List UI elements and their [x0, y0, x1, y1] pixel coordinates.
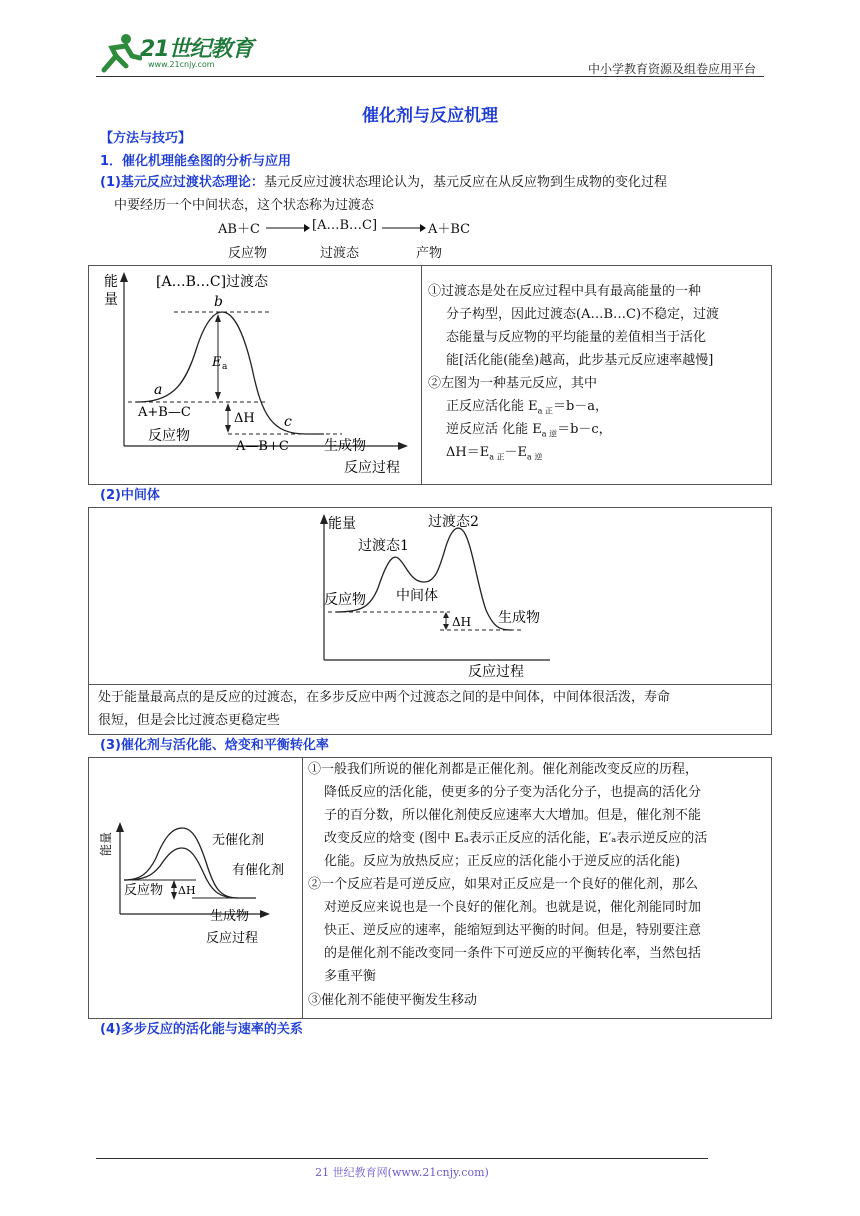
- scheme-product: A＋BC: [428, 222, 471, 237]
- note-line: 化能。反应为放热反应；正反应的活化能小于逆反应的活化能): [324, 854, 681, 869]
- table-divider: [421, 265, 422, 485]
- xlabel: 反应过程: [206, 931, 259, 946]
- product-label: 生成物: [210, 909, 250, 924]
- dh-label: ΔH: [178, 884, 196, 897]
- ylabel: 能量: [99, 831, 113, 856]
- note-line: 态能量与反应物的平均能量的差值相当于活化: [446, 330, 707, 345]
- table-divider: [88, 684, 772, 685]
- scheme-transition-label: 过渡态: [320, 246, 360, 261]
- scheme-product-label: 产物: [416, 246, 443, 261]
- section1-heading: 1．催化机理能垒图的分析与应用: [100, 154, 292, 169]
- point-b: b: [214, 294, 223, 310]
- note-line: 能[活化能(能垒)越高，此步基元反应速率越慢]: [446, 353, 714, 368]
- sub1-line1: [100, 171, 667, 194]
- note-line: ①一般我们所说的催化剂都是正催化剂。催化剂能改变反应的历程，: [308, 762, 699, 777]
- cat-label: 有催化剂: [232, 863, 285, 878]
- right-species: A—B+C: [236, 439, 289, 454]
- reactant-label: 反应物: [324, 592, 366, 608]
- ea-sub: a: [222, 362, 228, 372]
- point-a: a: [154, 382, 163, 398]
- sub4-heading: (4)多步反应的活化能与速率的关系: [100, 1022, 303, 1037]
- intermediate-energy-diagram: [300, 508, 560, 684]
- ylabel-1: 能: [104, 274, 118, 290]
- logo-text: 21世纪教育: [140, 37, 253, 62]
- method-heading: 【方法与技巧】: [100, 131, 192, 146]
- scheme-reactant: AB＋C: [218, 222, 260, 237]
- sub3-heading: (3)催化剂与活化能、焓变和平衡转化率: [100, 738, 329, 753]
- footer-divider: [96, 1158, 708, 1159]
- uncat-label: 无催化剂: [212, 833, 265, 848]
- dh-label: ΔH: [234, 411, 255, 426]
- reactant-label: 反应物: [124, 883, 164, 898]
- xlabel: 反应过程: [344, 460, 400, 476]
- note-line: 分子构型，因此过渡态(A…B…C)不稳定，过渡: [446, 307, 720, 322]
- note-line: 对逆反应来说也是一个良好的催化剂。也就是说，催化剂能同时加: [324, 900, 702, 915]
- note-line: 的是催化剂不能改变同一条件下可逆反应的平衡转化率，当然包括: [324, 946, 702, 961]
- sub1-text-line2: 中要经历一个中间状态，这个状态称为过渡态: [114, 198, 375, 213]
- logo-url: www.21cnjy.com: [148, 60, 215, 69]
- dh-label: ΔH: [452, 615, 472, 629]
- header-divider: [96, 76, 764, 77]
- sub2-heading: (2)中间体: [100, 488, 160, 503]
- peak-label: [A…B…C]过渡态: [156, 274, 269, 290]
- ylabel: 能量: [328, 516, 356, 532]
- note-line: 多重平衡: [324, 969, 377, 984]
- intermediate-label: 中间体: [396, 588, 438, 604]
- page-title: 催化剂与反应机理: [362, 106, 498, 126]
- note-line: 降低反应的活化能，使更多的分子变为活化分子，也提高的活化分: [324, 785, 702, 800]
- scheme-reactant-label: 反应物: [228, 246, 268, 261]
- ts1-label: 过渡态1: [358, 538, 409, 554]
- catalyst-energy-diagram: [96, 818, 300, 952]
- note-line: 快正、逆反应的速率，能缩短到达平衡的时间。但是，特别要注意: [324, 923, 702, 938]
- point-c: c: [284, 414, 292, 430]
- note-line: ②左图为一种基元反应，其中: [428, 376, 598, 391]
- ts2-label: 过渡态2: [428, 514, 479, 530]
- note-line: 子的百分数，所以催化剂使反应速率大大增加。但是，催化剂不能: [324, 808, 702, 823]
- sub1-text-line1: 基元反应过渡状态理论认为，基元反应在从反应物到生成物的变化过程: [263, 175, 667, 190]
- right-name: 生成物: [324, 438, 366, 454]
- platform-name: 中小学教育资源及组卷应用平台: [587, 62, 756, 76]
- formula-reverse: 逆反应活 化能 $E_{a 逆}=b-c$，: [446, 422, 612, 439]
- formula-dh: $\Delta H=E_{a 正}-E_{a 逆}$: [446, 445, 543, 462]
- left-species: A+B—C: [138, 405, 191, 420]
- product-label: 生成物: [498, 610, 540, 626]
- xlabel: 反应过程: [468, 664, 524, 680]
- note-line: 改变反应的焓变 (图中 Eₐ表示正反应的活化能，E′ₐ表示逆反应的活: [324, 831, 708, 846]
- note-line: ③催化剂不能使平衡发生移动: [308, 993, 478, 1008]
- ylabel-2: 量: [104, 292, 118, 308]
- arrow-icon: [266, 222, 310, 234]
- note-line: ②一个反应若是可逆反应，如果对正反应是一个良好的催化剂，那么: [308, 877, 699, 892]
- left-name: 反应物: [148, 428, 190, 444]
- sub2-text-line1: 处于能量最高点的是反应的过渡态，在多步反应中两个过渡态之间的是中间体，中间体很活泼，寿命: [98, 690, 671, 705]
- table-divider: [302, 757, 303, 1019]
- formula-forward: 正反应活化能 $E_{a 正}=b-a$，: [446, 399, 609, 416]
- scheme-transition: [A…B…C]: [312, 218, 378, 233]
- ea-label: E: [212, 355, 222, 370]
- footer-text: 21 世纪教育网(www.21cnjy.com): [315, 1166, 489, 1179]
- transition-state-energy-diagram: [92, 268, 418, 480]
- sub1-label: (1)基元反应过渡状态理论：: [100, 175, 264, 190]
- runner-logo-icon: [96, 30, 142, 76]
- reaction-scheme: [218, 218, 488, 262]
- arrow-icon: [382, 222, 426, 234]
- note-line: ①过渡态是处在反应过程中具有最高能量的一种: [428, 284, 702, 299]
- sub2-text-line2: 很短，但是会比过渡态更稳定些: [98, 713, 281, 728]
